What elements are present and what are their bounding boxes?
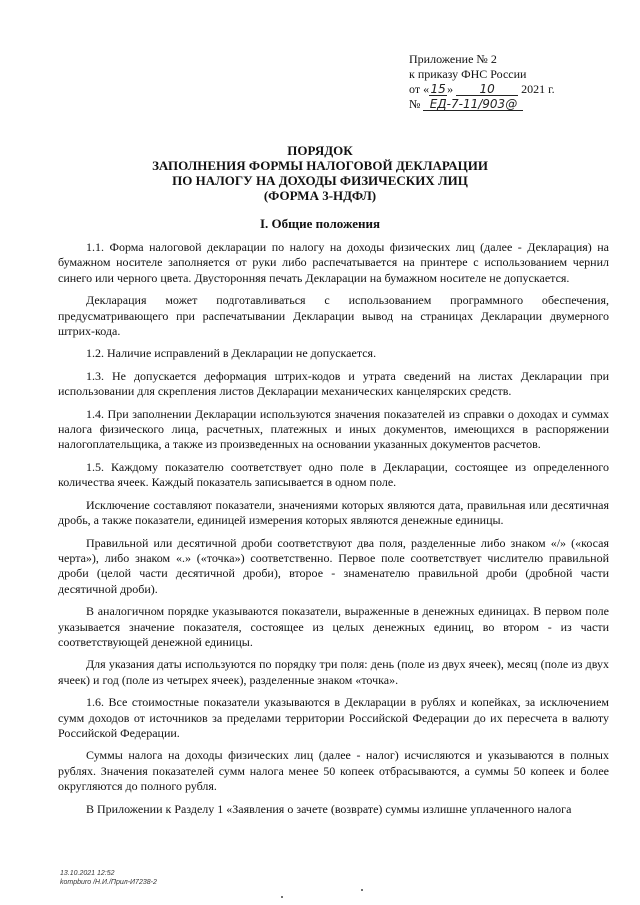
handwritten-day: 15: [430, 82, 446, 96]
appendix-line-2: к приказу ФНС России: [409, 67, 527, 81]
date-year: 2021 г.: [521, 82, 555, 96]
title-line-4: (ФОРМА 3-НДФЛ): [263, 188, 377, 203]
number-prefix: №: [409, 97, 421, 111]
paragraph: 1.5. Каждому показателю соответствует одно поле в Декларации, состоящее из определенного количества ячеек. Каждый показатель записывается в одном поле.: [58, 459, 609, 490]
appendix-block: [409, 52, 555, 112]
footer-timestamp: 13.10.2021 12:52: [60, 870, 115, 877]
paragraph: Правильной или десятичной дроби соответствуют два поля, разделенные либо знаком «/» («косая черта»), либо знаком «.» («точка») соответственно. Первое поле соответствует числителю правильной дроби (целой части десятичной дроби), второе - знаменателю правильной дроби (дробной части десятичной дроби).: [58, 535, 609, 596]
title-line-3: ПО НАЛОГУ НА ДОХОДЫ ФИЗИЧЕСКИХ ЛИЦ: [172, 173, 468, 188]
paragraph: Для указания даты используются по порядку три поля: день (поле из двух ячеек), месяц (поле из двух ячеек) и год (поле из четырех ячеек), разделенные знаком «точка».: [58, 657, 609, 687]
paragraph: В аналогичном порядке указываются показатели, выраженные в денежных единицах. В первом поле указывается значение показателя, состоящее из целых денежных единиц, во втором - из части соответствующей денежной единицы.: [58, 604, 609, 649]
paragraph: 1.2. Наличие исправлений в Декларации не допускается.: [86, 346, 377, 361]
date-mid: »: [447, 82, 454, 96]
paragraph: 1.1. Форма налоговой декларации по налогу на доходы физических лиц (далее - Декларация) на бумажном носителе заполняется от руки либо распечатывается на принтере с использованием чернил синего или черного цвета. Двусторонняя печать Декларации на бумажном носителе не допускается.: [58, 240, 609, 285]
document-body: [58, 240, 609, 824]
date-prefix: от «: [409, 82, 430, 96]
title-line-1: ПОРЯДОК: [287, 143, 353, 158]
paragraph: 1.6. Все стоимостные показатели указываются в Декларации в рублях и копейках, за исключением сумм доходов от источников за пределами территории Российской Федерации до их пересчета в валюту Российской Федерации.: [58, 695, 609, 740]
print-footer: [60, 869, 157, 887]
scan-speck: [361, 889, 363, 891]
paragraph: 1.4. При заполнении Декларации используются значения показателей из справки о доходах и суммах налога физического лица, расчетных, платежных и иных документов, имеющихся в распоряжении налогоплательщика, а также из произведенных на основании указанных документов расчетов.: [58, 406, 609, 452]
appendix-line-1: Приложение № 2: [409, 52, 497, 66]
appendix-number-line: [409, 97, 555, 112]
paragraph: Суммы налога на доходы физических лиц (далее - налог) исчисляются и указываются в полных рублях. Значения показателей сумм налога менее 50 копеек отбрасываются, а суммы 50 копеек и более округляются до полного рубля.: [58, 748, 609, 794]
scan-speck: [281, 896, 283, 898]
paragraph: Декларация может подготавливаться с использованием программного обеспечения, предусматривающего при распечатывании Декларации вывод на страницах Декларации двумерного штрих-кода.: [58, 293, 609, 339]
footer-path: kompburo /Н.И./Прил-И7238-2: [60, 879, 157, 886]
title-line-2: ЗАПОЛНЕНИЯ ФОРМЫ НАЛОГОВОЙ ДЕКЛАРАЦИИ: [152, 158, 488, 173]
paragraph: В Приложении к Разделу 1 «Заявления о зачете (возврате) суммы излишне уплаченного налога: [86, 801, 572, 816]
paragraph: Исключение составляют показатели, значениями которых являются дата, правильная или десятичная дробь, а также показатели, единицей измерения которых являются денежные единицы.: [58, 497, 609, 528]
document-title: [0, 143, 640, 203]
paragraph: 1.3. Не допускается деформация штрих-кодов и утрата сведений на листах Декларации при использовании для скрепления листов Декларации механических канцелярских средств.: [58, 368, 609, 399]
handwritten-month: 10: [456, 83, 518, 96]
section-heading: I. Общие положения: [260, 216, 380, 231]
handwritten-order-number: ЕД-7-11/903@: [423, 98, 523, 111]
appendix-date-line: [409, 82, 555, 97]
